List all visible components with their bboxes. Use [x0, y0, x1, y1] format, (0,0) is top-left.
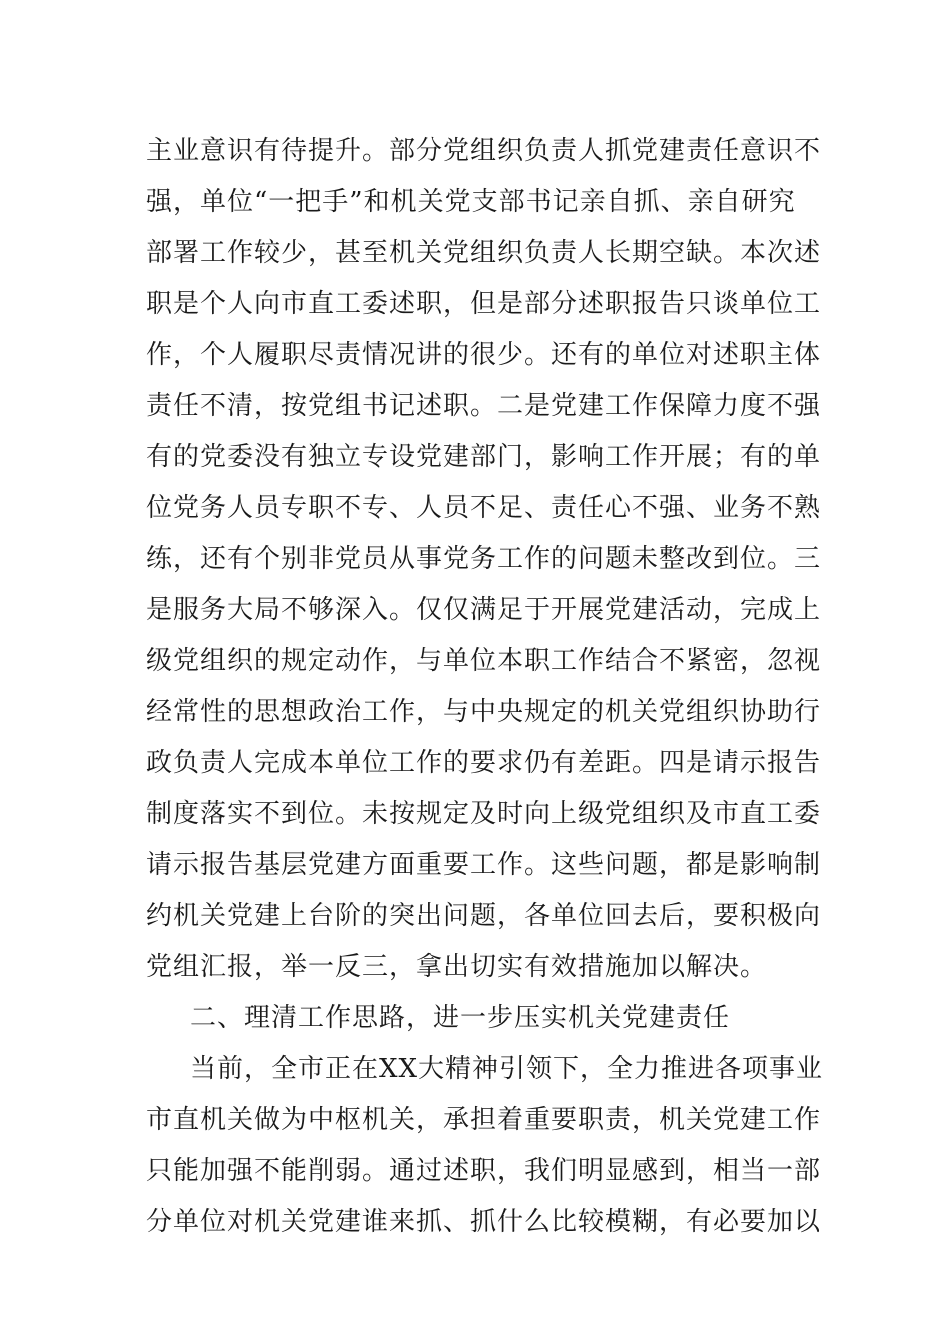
paragraph-line: 级党组织的规定动作，与单位本职工作结合不紧密，忽视	[146, 646, 822, 676]
paragraph-line: 作，个人履职尽责情况讲的很少。还有的单位对述职主体	[146, 340, 822, 370]
paragraph-line: 只能加强不能削弱。通过述职，我们明显感到，相当一部	[146, 1156, 822, 1186]
section-heading: 二、理清工作思路，进一步压实机关党建责任	[190, 1003, 731, 1033]
paragraph-line: 位党务人员专职不专、人员不足、责任心不强、业务不熟	[146, 493, 822, 523]
paragraph-line: 请示报告基层党建方面重要工作。这些问题，都是影响制	[146, 850, 822, 880]
paragraph-line: 是服务大局不够深入。仅仅满足于开展党建活动，完成上	[146, 595, 822, 625]
paragraph-line: 主业意识有待提升。部分党组织负责人抓党建责任意识不	[146, 136, 822, 166]
paragraph-line: 党组汇报，举一反三，拿出切实有效措施加以解决。	[146, 952, 768, 982]
paragraph-line: 部署工作较少，甚至机关党组织负责人长期空缺。本次述	[146, 238, 822, 268]
paragraph-line: 职是个人向市直工委述职，但是部分述职报告只谈单位工	[146, 289, 822, 319]
paragraph-line: 有的党委没有独立专设党建部门，影响工作开展；有的单	[146, 442, 822, 472]
paragraph-line: 约机关党建上台阶的突出问题，各单位回去后，要积极向	[146, 901, 822, 931]
paragraph-line: 市直机关做为中枢机关，承担着重要职责，机关党建工作	[146, 1105, 822, 1135]
paragraph-line: 制度落实不到位。未按规定及时向上级党组织及市直工委	[146, 799, 822, 829]
paragraph-line: 政负责人完成本单位工作的要求仍有差距。四是请示报告	[146, 748, 822, 778]
paragraph-line: 责任不清，按党组书记述职。二是党建工作保障力度不强	[146, 391, 822, 421]
paragraph-line: 经常性的思想政治工作，与中央规定的机关党组织协助行	[146, 697, 822, 727]
paragraph-line: 分单位对机关党建谁来抓、抓什么比较模糊，有必要加以	[146, 1207, 822, 1237]
paragraph-line: 当前，全市正在XX大精神引领下，全力推进各项事业	[190, 1054, 824, 1084]
paragraph-line: 练，还有个别非党员从事党务工作的问题未整改到位。三	[146, 544, 822, 574]
paragraph-line: 强，单位“一把手”和机关党支部书记亲自抓、亲自研究	[146, 187, 796, 217]
